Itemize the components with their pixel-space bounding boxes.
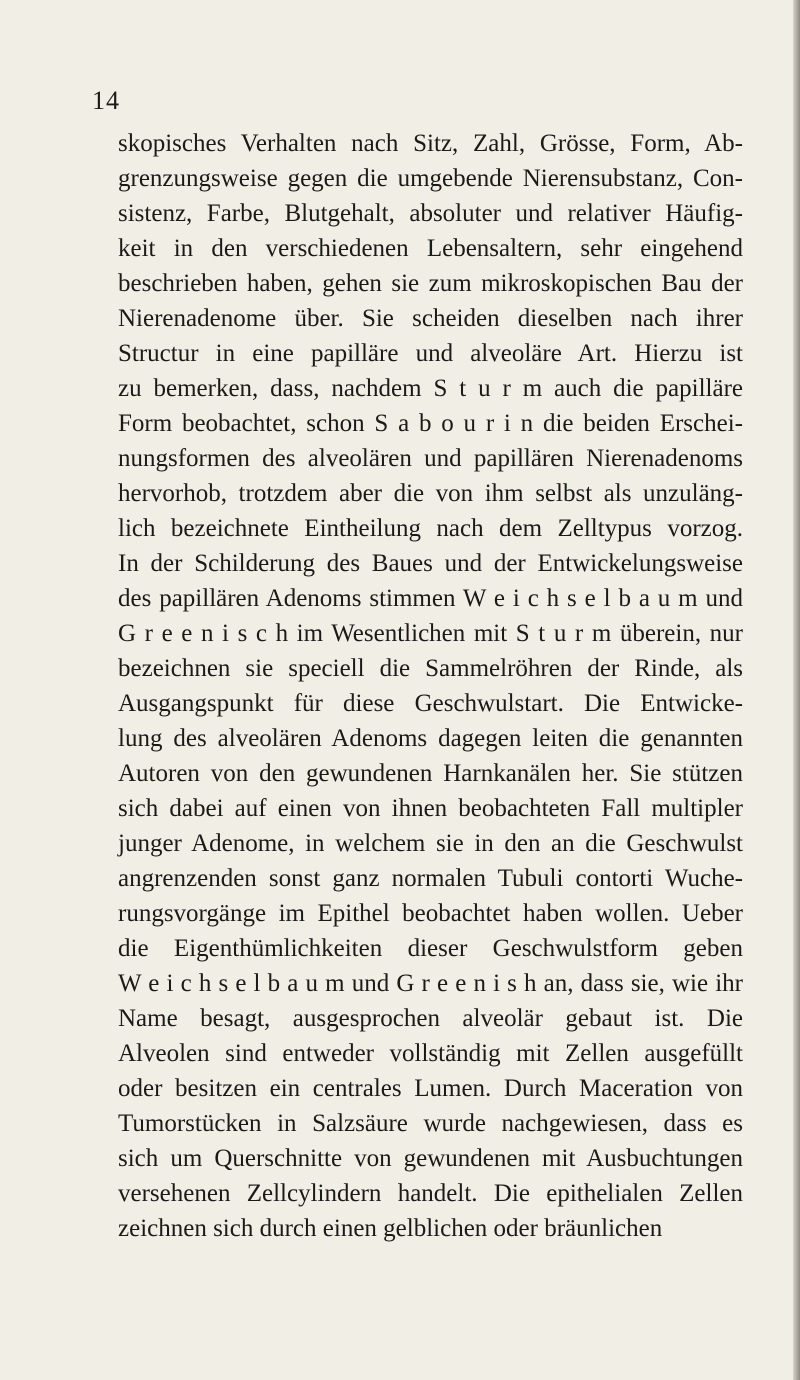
text-line: Alveolen sind entweder vollständig mit Zellen ausgefüllt [118, 1040, 743, 1067]
text-line: lich bezeichnete Eintheilung nach dem Zelltypus vorzog. [118, 515, 743, 542]
text-line: die Eigenthümlichkeiten dieser Geschwulstform geben [118, 935, 743, 962]
text-line: zu bemerken, dass, nachdem S t u r m auch die papilläre [118, 375, 743, 402]
text-line: grenzungsweise gegen die umgebende Nierensubstanz, Con- [118, 165, 743, 192]
text-line: sistenz, Farbe, Blutgehalt, absoluter und relativer Häufig- [118, 200, 743, 227]
text-line: Tumorstücken in Salzsäure wurde nachgewiesen, dass es [118, 1110, 743, 1137]
text-line: In der Schilderung des Baues und der Entwickelungsweise [118, 550, 743, 577]
text-line: sich dabei auf einen von ihnen beobachteten Fall multipler [118, 795, 743, 822]
text-line: bezeichnen sie speciell die Sammelröhren der Rinde, als [118, 655, 743, 682]
text-line: beschrieben haben, gehen sie zum mikroskopischen Bau der [118, 270, 743, 297]
text-line: junger Adenome, in welchem sie in den an die Geschwulst [118, 830, 743, 857]
text-line: Structur in eine papilläre und alveoläre Art. Hierzu ist [118, 340, 743, 367]
text-line: oder besitzen ein centrales Lumen. Durch Maceration von [118, 1075, 743, 1102]
text-line: Form beobachtet, schon S a b o u r i n die beiden Erschei- [118, 410, 743, 437]
text-line: des papillären Adenoms stimmen W e i c h s e l b a u m und [118, 585, 743, 612]
text-line: rungsvorgänge im Epithel beobachtet haben wollen. Ueber [118, 900, 743, 927]
text-line: G r e e n i s c h im Wesentlichen mit S t u r m überein, nur [118, 620, 743, 647]
text-line: versehenen Zellcylindern handelt. Die epithelialen Zellen [118, 1180, 743, 1207]
body-text [118, 126, 743, 1246]
text-line: W e i c h s e l b a u m und G r e e n i s h an, dass sie, wie ihr [118, 970, 743, 997]
text-line: keit in den verschiedenen Lebensaltern, sehr eingehend [118, 235, 743, 262]
text-line: Nierenadenome über. Sie scheiden dieselben nach ihrer [118, 305, 743, 332]
text-line: angrenzenden sonst ganz normalen Tubuli contorti Wuche- [118, 865, 743, 892]
page-edge-shadow [793, 0, 800, 1380]
text-line: lung des alveolären Adenoms dagegen leiten die genannten [118, 725, 743, 752]
text-line: zeichnen sich durch einen gelblichen oder bräunlichen [118, 1215, 663, 1242]
text-line: skopisches Verhalten nach Sitz, Zahl, Grösse, Form, Ab- [118, 130, 743, 157]
text-line: Name besagt, ausgesprochen alveolär gebaut ist. Die [118, 1005, 743, 1032]
text-line: Autoren von den gewundenen Harnkanälen her. Sie stützen [118, 760, 743, 787]
page-number: 14 [92, 86, 120, 115]
text-line: Ausgangspunkt für diese Geschwulstart. Die Entwicke- [118, 690, 743, 717]
text-line: sich um Querschnitte von gewundenen mit Ausbuchtungen [118, 1145, 743, 1172]
text-line: nungsformen des alveolären und papillären Nierenadenoms [118, 445, 743, 472]
text-line: hervorhob, trotzdem aber die von ihm selbst als unzuläng- [118, 480, 743, 507]
